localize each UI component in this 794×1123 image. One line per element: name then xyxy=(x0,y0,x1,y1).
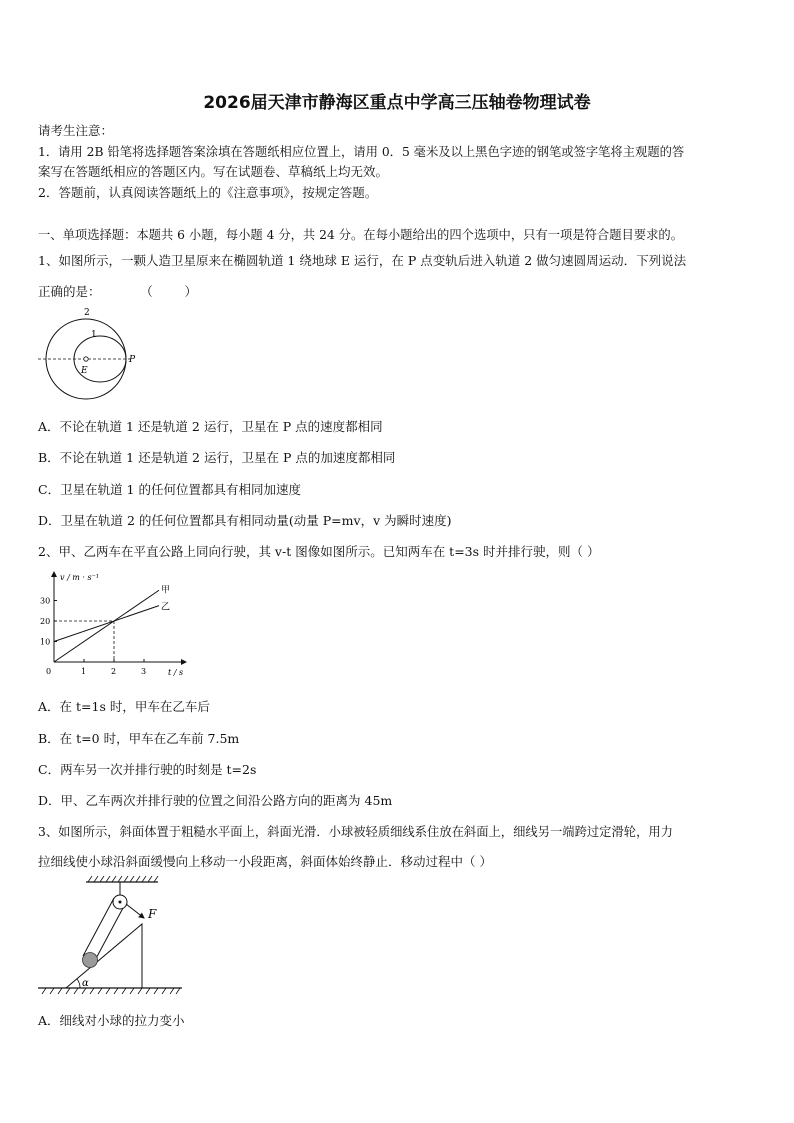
force-label: F xyxy=(148,907,157,921)
q1-option-d: D．卫星在轨道 2 的任何位置都具有相同动量(动量 P=mv，v 为瞬时速度) xyxy=(38,513,452,528)
point-p-label: P xyxy=(129,355,136,365)
q3-stem-line-1: 3、如图所示，斜面体置于粗糙水平面上，斜面光滑．小球被轻质细线系住放在斜面上，细线另一端跨过定滑轮，用力 xyxy=(38,825,673,839)
series-line-2 xyxy=(54,606,159,642)
incline-block xyxy=(66,924,142,988)
q1-stem-line-1: 1、如图所示，一颗人造卫星原来在椭圆轨道 1 绕地球 E 运行，在 P 点变轨后进入轨道 2 做匀速圆周运动．下列说法 xyxy=(38,253,687,268)
q1-option-c: C．卫星在轨道 1 的任何位置都具有相同加速度 xyxy=(38,482,301,497)
q2-option-a: A．在 t=1s 时，甲车在乙车后 xyxy=(38,699,210,714)
angle-label: α xyxy=(82,978,89,989)
series-label-2: 乙 xyxy=(161,602,171,613)
q1-stem-line-2: 正确的是： （ ） xyxy=(38,284,198,299)
pulley-axle xyxy=(119,901,122,904)
q1-option-b: B．不论在轨道 1 还是轨道 2 运行，卫星在 P 点的加速度都相同 xyxy=(38,450,396,465)
notice-item-1-line-2: 案写在答题纸相应的答题区内。写在试题卷、草稿纸上均无效。 xyxy=(38,164,389,179)
earth-label: E xyxy=(81,366,88,376)
notice-item-2: 2．答题前，认真阅读答题纸上的《注意事项》，按规定答题。 xyxy=(38,185,378,200)
section-1-heading: 一、单项选择题：本题共 6 小题，每小题 4 分，共 24 分。在每小题给出的四个选项中，只有一项是符合题目要求的。 xyxy=(38,228,683,242)
x-tick-label: 2 xyxy=(111,667,117,676)
q3-stem-line-2: 拉细线使小球沿斜面缓慢向上移动一小段距离，斜面体始终静止．移动过程中（ ） xyxy=(38,854,492,869)
orbit-1-label: 1 xyxy=(91,330,97,340)
y-tick-label: 20 xyxy=(40,617,51,626)
y-tick-label: 10 xyxy=(40,637,51,647)
ground-hatching xyxy=(42,988,180,994)
x-tick-label: 1 xyxy=(81,667,87,676)
q1-option-a: A．不论在轨道 1 还是轨道 2 运行，卫星在 P 点的速度都相同 xyxy=(38,419,383,434)
q2-stem: 2、甲、乙两车在平直公路上同向行驶，其 v-t 图像如图所示。已知两车在 t=3s 时并排行驶，则（ ） xyxy=(38,544,600,559)
orbit-2-label: 2 xyxy=(84,308,90,318)
series-label-1: 甲 xyxy=(161,585,171,596)
notice-heading: 请考生注意： xyxy=(38,123,114,138)
y-axis-label: v / m · s⁻¹ xyxy=(60,573,100,582)
x-tick-label: 3 xyxy=(141,667,147,676)
string-upper xyxy=(83,898,114,956)
origin-label: 0 xyxy=(46,667,52,676)
notice-item-1-line-1: 1．请用 2B 铅笔将选择题答案涂填在答题纸相应位置上，请用 0．5 毫米及以上黑色字迹的钢笔或签字笔将主观题的答 xyxy=(38,145,685,159)
page-title: 2026届天津市静海区重点中学高三压轴卷物理试卷 xyxy=(203,93,591,113)
x-axis-label: t / s xyxy=(168,668,184,677)
string-lower xyxy=(93,908,123,964)
earth-point xyxy=(84,357,88,361)
q2-option-b: B．在 t=0 时，甲车在乙车前 7.5m xyxy=(38,731,240,746)
series-line-1 xyxy=(54,590,159,662)
q2-option-d: D．甲、乙车两次并排行驶的位置之间沿公路方向的距离为 45m xyxy=(38,793,393,808)
angle-arc xyxy=(77,979,80,988)
ball xyxy=(83,953,98,968)
q3-incline-figure xyxy=(36,874,186,1000)
q2-vt-chart xyxy=(36,568,196,680)
ceiling-hatching xyxy=(88,876,158,882)
q1-orbit-figure xyxy=(36,305,146,400)
q2-option-c: C．两车另一次并排行驶的时刻是 t=2s xyxy=(38,762,257,777)
force-arrow xyxy=(126,904,144,918)
y-tick-label: 30 xyxy=(40,596,51,606)
q3-option-a: A．细线对小球的拉力变小 xyxy=(38,1013,185,1028)
